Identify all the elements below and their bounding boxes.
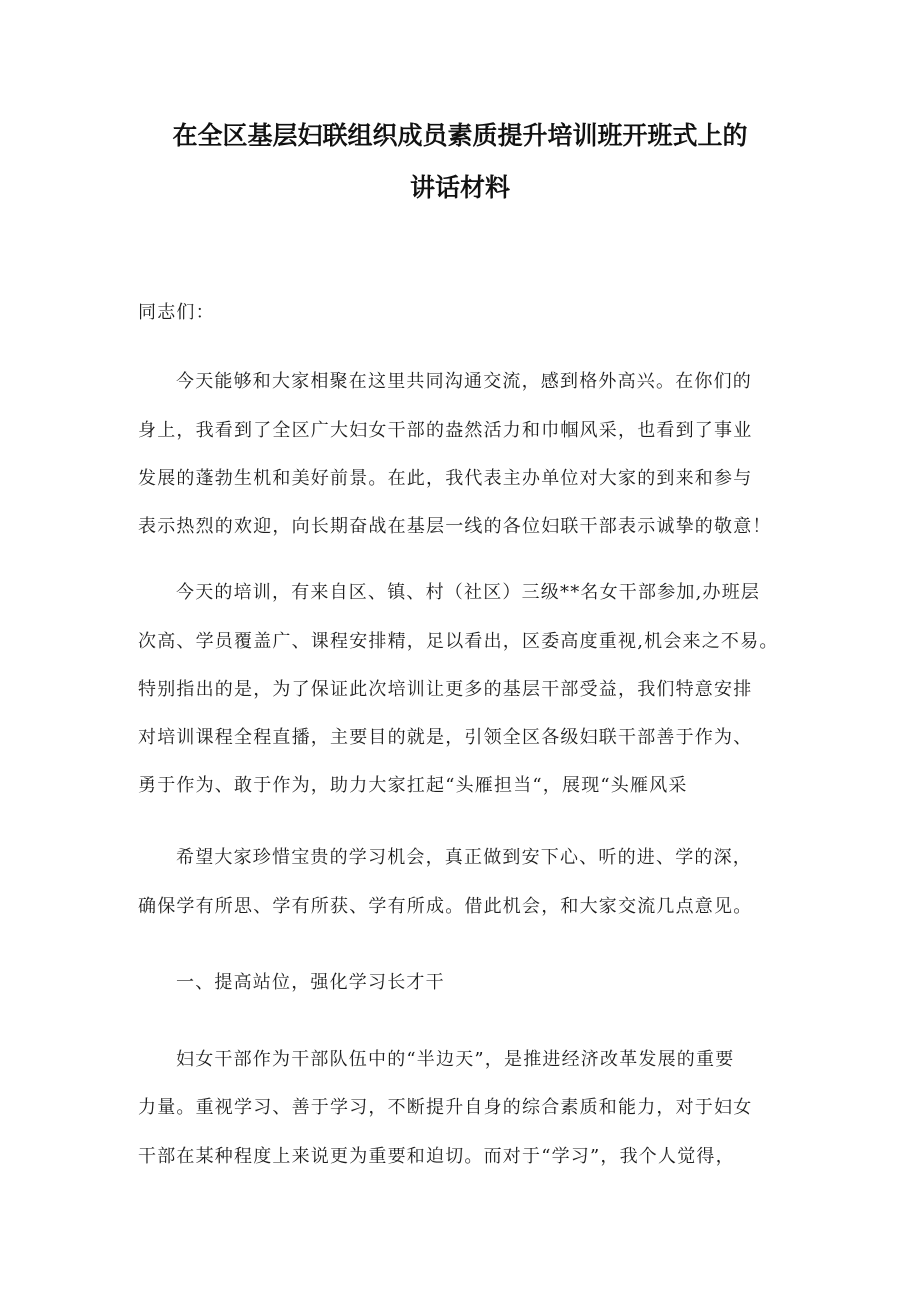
paragraph-line: 确保学有所思、学有所获、学有所成。借此机会，和大家交流几点意见。 — [138, 896, 753, 917]
paragraph-line: 表示热烈的欢迎，向长期奋战在基层一线的各位妇联干部表示诚挚的敬意！ — [138, 516, 772, 537]
paragraph-line: 干部在某种程度上来说更为重要和迫切。而对于“学习”，我个人觉得， — [138, 1146, 735, 1167]
paragraph-line: 发展的蓬勃生机和美好前景。在此，我代表主办单位对大家的到来和参与 — [138, 468, 753, 489]
paragraph-line: 勇于作为、敢于作为，助力大家扛起“头雁担当“，展现“头雁风采 — [138, 775, 688, 796]
section-heading: 一、提高站位，强化学习长才干 — [176, 972, 445, 993]
paragraph-line: 今天的培训，有来自区、镇、村（社区）三级**名女干部参加,办班层 — [176, 582, 761, 603]
document-title-line-2: 讲话材料 — [409, 173, 510, 202]
paragraph-line: 特别指出的是，为了保证此次培训让更多的基层干部受益，我们特意安排 — [138, 679, 753, 700]
paragraph-line: 力量。重视学习、善于学习，不断提升自身的综合素质和能力，对于妇女 — [138, 1097, 753, 1118]
paragraph-line: 希望大家珍惜宝贵的学习机会，真正做到安下心、听的进、学的深， — [176, 847, 752, 868]
paragraph-line: 妇女干部作为干部队伍中的“半边天”，是推进经济改革发展的重要 — [176, 1049, 735, 1070]
salutation: 同志们： — [138, 302, 215, 323]
paragraph-line: 次高、学员覆盖广、课程安排精，足以看出，区委高度重视,机会来之不易。 — [138, 631, 779, 652]
paragraph-line: 今天能够和大家相聚在这里共同沟通交流，感到格外高兴。在你们的 — [176, 371, 752, 392]
paragraph-line: 身上，我看到了全区广大妇女干部的盎然活力和巾帼风采，也看到了事业 — [138, 420, 753, 441]
paragraph-line: 对培训课程全程直播，主要目的就是，引领全区各级妇联干部善于作为、 — [138, 727, 753, 748]
document-title-line-1: 在全区基层妇联组织成员素质提升培训班开班式上的 — [172, 121, 748, 150]
